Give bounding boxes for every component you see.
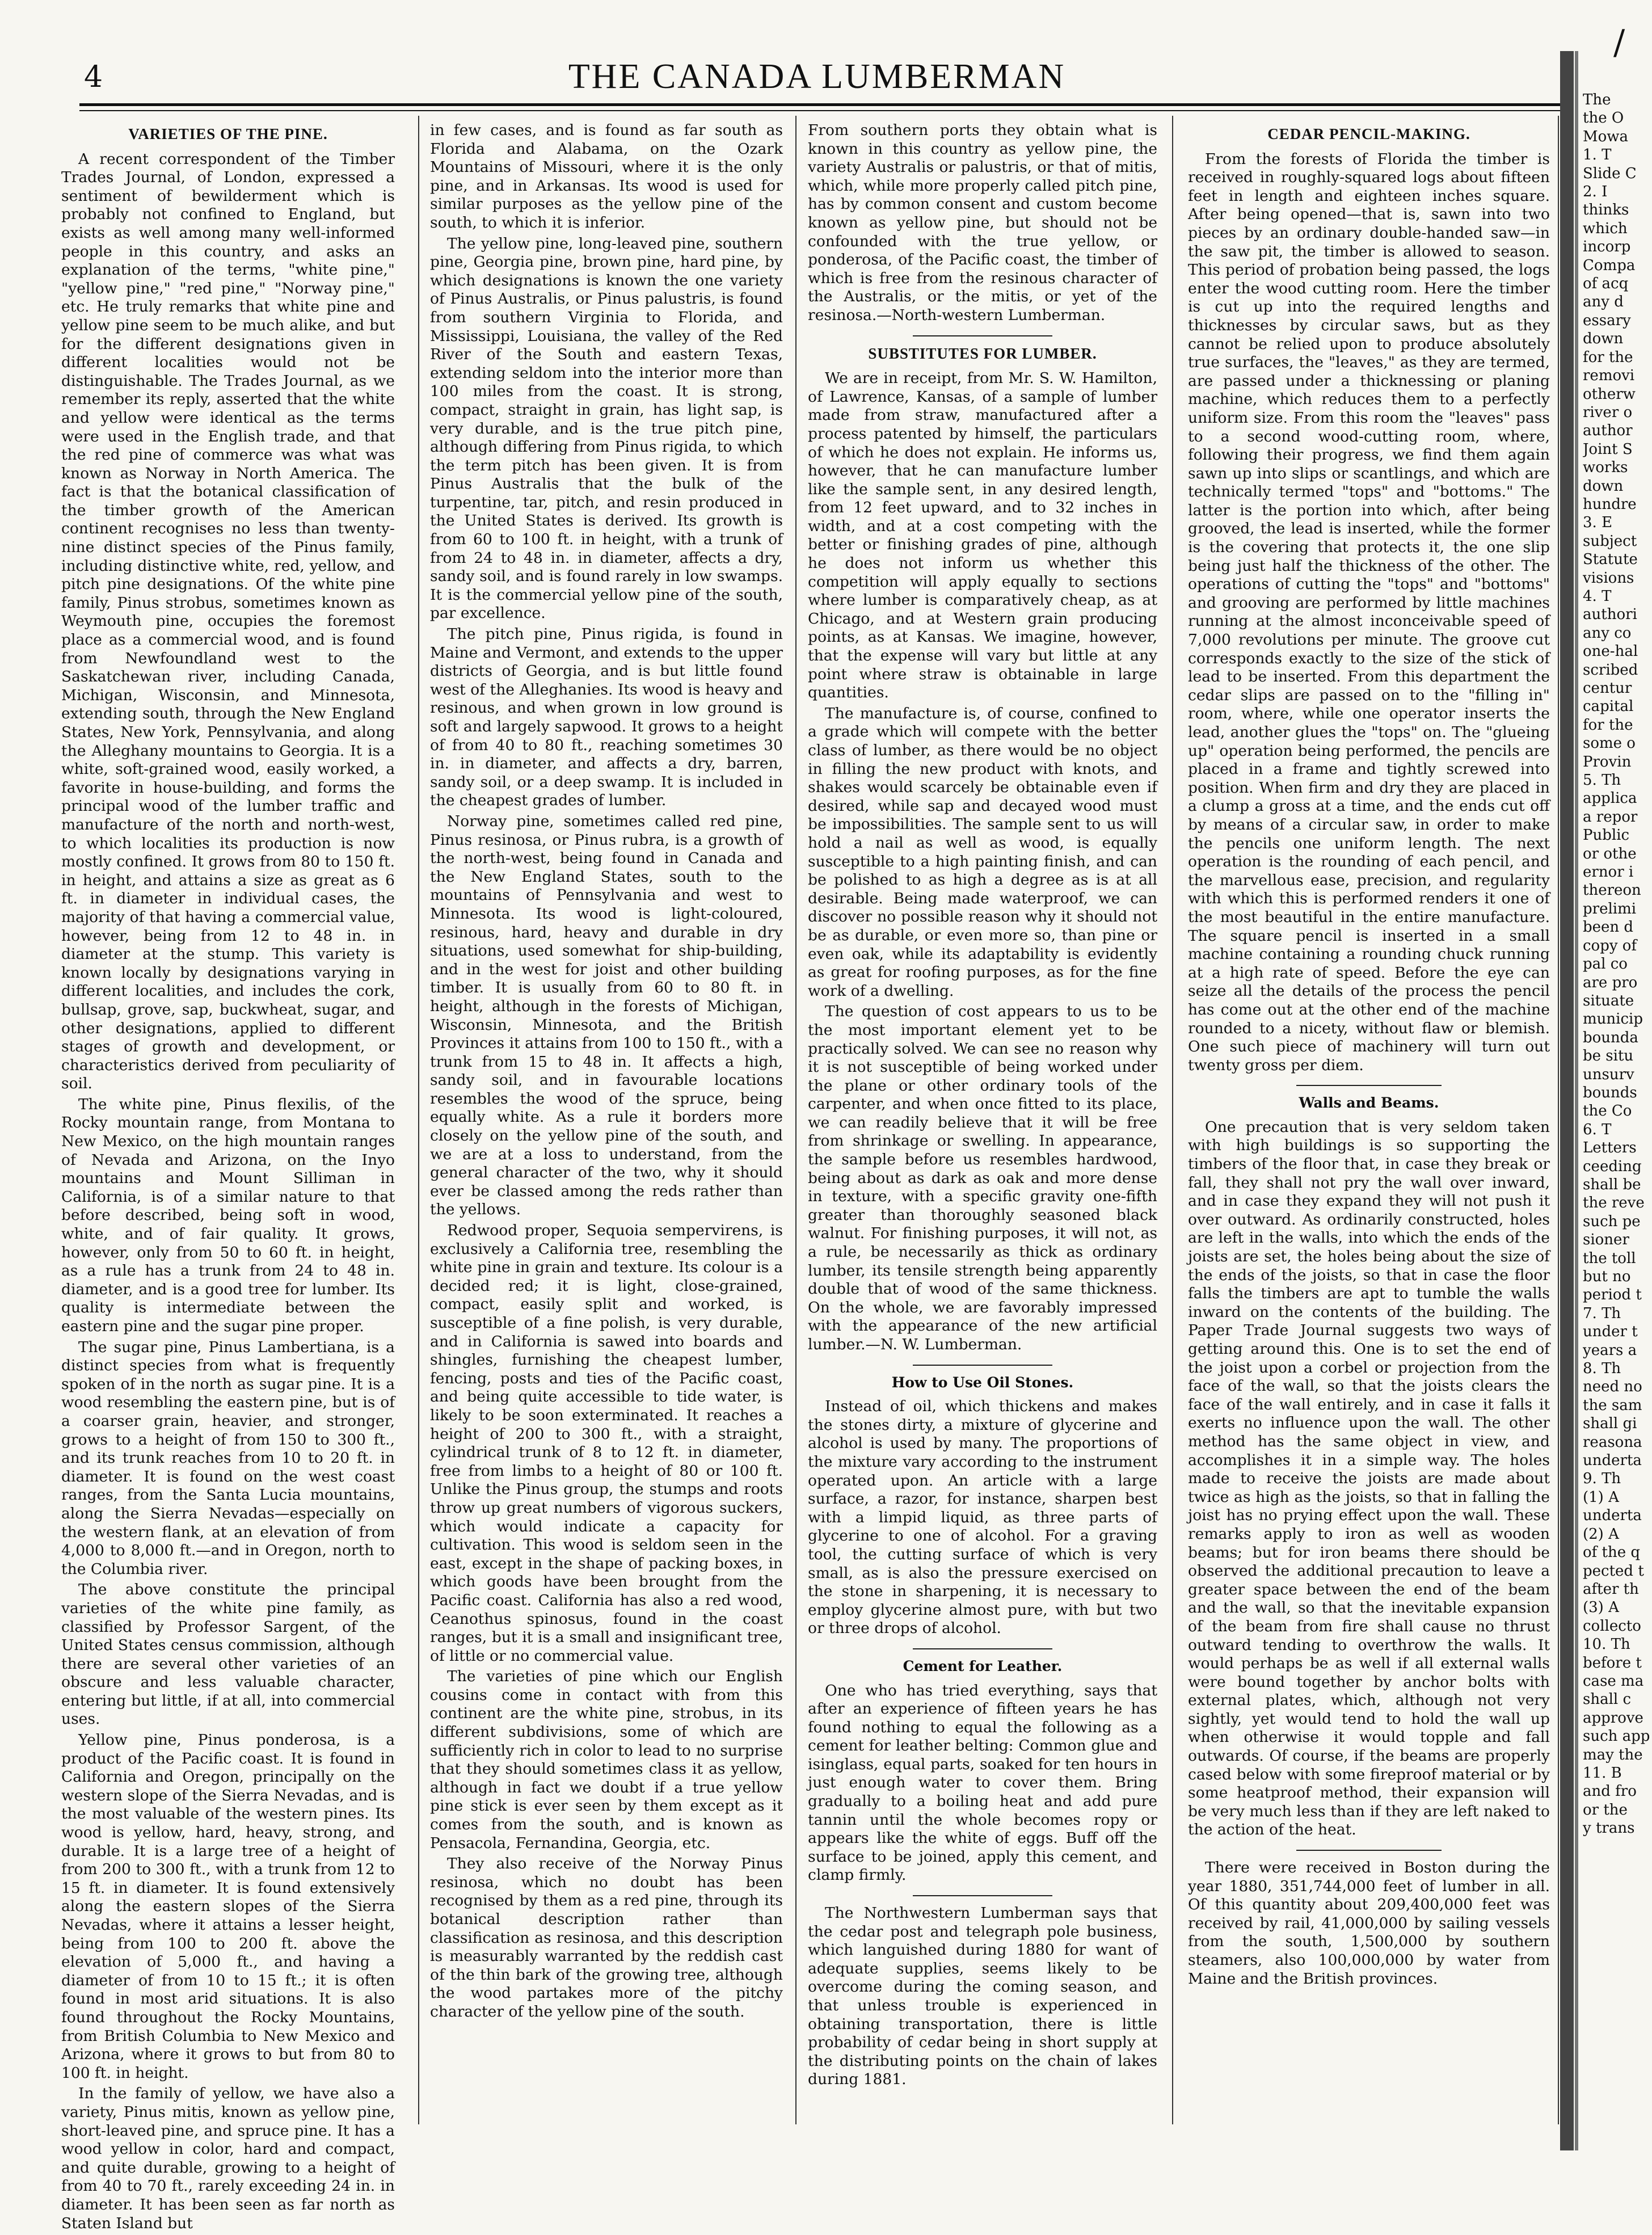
binding-shadow (1575, 51, 1578, 2150)
edge-fragment-line: shall c (1583, 1691, 1632, 1708)
edge-fragment-line: any co (1583, 624, 1632, 642)
edge-fragment-line: essary (1583, 312, 1631, 329)
edge-fragment-line: Letters (1583, 1139, 1637, 1157)
masthead-rule-thick (79, 103, 1566, 106)
edge-fragment-line: may the (1583, 1746, 1643, 1763)
edge-fragment-line: shall gi (1583, 1415, 1637, 1433)
edge-fragment-line: any d (1583, 293, 1624, 311)
adjacent-page-text-fragments (1583, 91, 1651, 1838)
article-paragraph: They also receive of the Norway Pinus resinosa, which no doubt has been recognised by them as a red pine, through its botanical description rather than classification as resinosa, and this description is measurably warranted by the reddish cast of the thin bark of the growing tree, although the wood partakes more of the pitchy character of the yellow pine of the south. (430, 1855, 783, 2021)
edge-fragment-line: Statute (1583, 551, 1638, 569)
binding-shadow (1560, 51, 1574, 2150)
edge-fragment-line: copy of (1583, 937, 1637, 954)
column-4 (1188, 121, 1550, 1990)
edge-fragment-line: scribed (1583, 661, 1638, 679)
masthead (79, 54, 1554, 106)
edge-fragment-line: under t (1583, 1323, 1638, 1341)
column-1 (61, 121, 395, 2235)
edge-fragment-line: author (1583, 422, 1633, 440)
edge-fragment-line: Provin (1583, 753, 1632, 771)
edge-fragment-line: for the (1583, 716, 1633, 734)
edge-fragment-line: ernor i (1583, 864, 1634, 881)
edge-fragment-line: are pro (1583, 974, 1638, 991)
article-paragraph: From the forests of Florida the timber is received in roughly-squared logs about fifteen feet in length and eighteen inches square. After being opened—that is, sawn into two pieces by an ordinary double-handed saw—in the saw pit, the timber is allowed to season. This period of probation being passed, the logs enter the wood cutting room. Here the timber is cut up into the required lengths and thicknesses by circular saws, but as they cannot be relied upon to produce absolutely true surfaces, the "leaves," as they are termed, are passed under a thicknessing or planing machine, which reduces them to a perfectly uniform size. From this room the "leaves" pass to a second wood-cutting room, where, following their progress, we find them again sawn up into slips or scantlings, and which are technically termed "tops" and "bottoms." The latter is the portion into which, after being grooved, the lead is inserted, while the former is the covering that protects it, the one slip being just half the thickness of the other. The operations of cutting the "tops" and "bottoms" and grooving are performed by little machines running at the almost inconceivable speed of 7,000 revolutions per minute. The groove cut corresponds exactly to the size of the stick of lead to be inserted. From this department the cedar slips are passed on to the "filling in" room, where, while one operator inserts the lead, another glues the "tops" on. The "glueing up" operation being performed, the pencils are placed in a frame and tightly screwed into position. When firm and dry they are placed in a clump a gross at a time, and the ends cut off by means of a circular saw, in order to make the pencils one uniform length. The next operation is the rounding of each pencil, and the marvellous ease, precision, and regularity with which this is performed renders it one of the most beautiful in the entire manufacture. The square pencil is inserted in a small machine containing a rounding chuck running at a high rate of speed. Before the eye can seize all the details of the process the pencil has come out at the other end of the machine rounded to a nicety, without flaw or blemish. One such piece of machinery will turn out twenty gross per diem. (1188, 150, 1550, 1074)
edge-fragment-line: such app (1583, 1728, 1650, 1745)
edge-fragment-line: removi (1583, 367, 1635, 385)
article-separator (913, 335, 1052, 336)
edge-fragment-line: centur (1583, 680, 1632, 697)
edge-fragment-line: been d (1583, 919, 1634, 936)
edge-fragment-line: prelimi (1583, 900, 1637, 917)
article-paragraph: Redwood proper, Sequoia sempervirens, is exclusively a California tree, resembling the white pine in grain and texture. Its colour is a decided red; it is light, close-grained, compact, easily split and worked, is susceptible of a fine polish, is very durable, and in California is sawed into boards and shingles, furnishing the cheapest lumber, fencing, posts and ties of the Pacific coast, and being quite accessible to tide water, is likely to be soon exterminated. It reaches a height of 200 to 300 ft., with a straight, cylindrical trunk of 8 to 12 ft. in diameter, free from limbs to a height of 80 or 100 ft. Unlike the Pinus group, the stumps and roots throw up great numbers of vigorous suckers, which would indicate a capacity for cultivation. This wood is seldom seen in the east, except in the shape of packing boxes, in which goods have been brought from the Pacific coast. California has also a red wood, Ceanothus spinosus, found in the coast ranges, but it is a small and insignificant tree, of little or no commercial value. (430, 1222, 783, 1665)
edge-fragment-line: 1. T (1583, 146, 1612, 164)
column-divider (1172, 116, 1173, 2124)
article-paragraph: The varieties of pine which our English cousins come in contact with from this continent are the white pine, strobus, in its different subdivisions, some of which are sufficiently rich in color to lead to no surprise that they should sometimes class it as yellow, although in fact we doubt if a true yellow pine stick is ever seen by them except as it comes from the south, and is known as Pensacola, Fernandina, Georgia, etc. (430, 1668, 783, 1852)
edge-fragment-line: bounds (1583, 1084, 1637, 1101)
edge-fragment-line: the O (1583, 110, 1624, 127)
article-heading-cement-for-leather: Cement for Leather. (903, 1657, 1063, 1674)
edge-fragment-line: or the (1583, 1801, 1628, 1819)
edge-fragment-line: a repor (1583, 808, 1638, 826)
edge-fragment-line: Mowa (1583, 128, 1629, 145)
edge-fragment-line: 3. E (1583, 514, 1613, 532)
column-divider (795, 116, 796, 2124)
edge-fragment-line: pal co (1583, 956, 1628, 973)
edge-fragment-line: 7. Th (1583, 1304, 1621, 1322)
edge-fragment-line: case ma (1583, 1672, 1644, 1690)
edge-fragment-line: such pe (1583, 1213, 1641, 1230)
edge-fragment-line: need no (1583, 1378, 1642, 1396)
article-paragraph: There were received in Boston during the year 1880, 351,744,000 feet of lumber in all. Of this quantity about 209,400,000 feet was received by rail, 41,000,000 by sailing vessels from the south, 1,500,000 by southern steamers, also 100,000,000 by water from Maine and the British provinces. (1188, 1859, 1550, 1988)
article-paragraph: The manufacture is, of course, confined to a grade which will compete with the better class of lumber, as there would be no object in filling the new product with knots, and shakes would scarcely be obtainable even if desired, while sap and decayed wood must be impossibilities. The sample sent to us will hold a nail as well as wood, is equally susceptible to a high painting finish, and can be polished to as high a degree as is at all desirable. Being made waterproof, we can discover no possible reason why it should not be as durable, or even more so, than pine or even oak, while its adaptability is evidently as great for roofing purposes, as for the fine work of a dwelling. (808, 704, 1157, 1000)
edge-fragment-line: 2. I (1583, 183, 1608, 201)
article-separator (913, 1365, 1052, 1366)
edge-fragment-line: (1) A (1583, 1488, 1619, 1506)
article-separator (1296, 1085, 1441, 1086)
edge-fragment-line: but no (1583, 1268, 1631, 1285)
article-heading-substitutes-for-lumber: SUBSTITUTES FOR LUMBER. (868, 344, 1097, 362)
article-paragraph: in few cases, and is found as far south as Florida and Alabama, on the Ozark Mountains of Missouri, where it is the only pine, and in Arkansas. Its wood is used for similar purposes as the yellow pine of the south, to which it is inferior. (430, 121, 783, 232)
edge-fragment-line: thinks (1583, 201, 1629, 219)
article-paragraph: One who has tried everything, says that after an experience of fifteen years he has found nothing to equal the following as a cement for leather belting: Common glue and isinglass, equal parts, soaked for ten hours in just enough water to cover them. Bring gradually to a boiling heat and add pure tannin until the whole becomes ropy or appears like the white of eggs. Buff off the surface to be joined, apply this cement, and clamp firmly. (808, 1681, 1157, 1884)
masthead-rule-thin (79, 110, 1566, 111)
article-separator (1296, 1850, 1441, 1851)
article-paragraph: One precaution that is very seldom taken with high buildings is so supporting the timbers of the floor that, in case they break or fall, they shall not pry the wall over inward, and in case they expand they will not push it over outward. As ordinarily constructed, holes are left in the walls, into which the ends of the joists are set, the holes being about the size of the ends of the joists, so that in case the floor falls the timbers are apt to tumble the walls inward on the contents of the building. The Paper Trade Journal suggests two ways of getting around this. One is to set the end of the joist upon a corbel or projection from the face of the wall, so that the joists clears the face of the wall entirely, and in case it falls it exerts no influence upon the wall. The other method has the same object in view, and accomplishes it in a simple way. The holes made to receive the joists are made about twice as high as the joists, so that in falling the joist has no prying effect upon the wall. These remarks apply to iron as well as wooden beams; but for iron beams there should be observed the additional precaution to leave a greater space between the end of the beam and the wall, so that the inevitable expansion of the beam from fire shall cause no thrust outward tending to overthrow the walls. It would perhaps be as well if all external walls were bound together by anchor bolts with external plates, which, although not very sightly, yet would tend to hold the wall up when otherwise it would topple and fall outwards. Of course, if the beams are properly cased below with some fireproof material or by some heatproof method, their expansion will be very much less than if they are left naked to the action of the heat. (1188, 1118, 1550, 1839)
article-paragraph: The Northwestern Lumberman says that the cedar post and telegraph pole business, which languished during 1880 for want of adequate supplies, seems likely to be overcome during the coming season, and that unless trouble is experienced in obtaining transportation, there is little probability of cedar being in short supply at the distributing points on the chain of lakes during 1881. (808, 1904, 1157, 2089)
adjacent-page-edge (1560, 0, 1652, 2195)
edge-fragment-line: some o (1583, 735, 1636, 752)
edge-fragment-line: applica (1583, 790, 1637, 807)
edge-fragment-line: 6. T (1583, 1121, 1612, 1138)
edge-fragment-line: after th (1583, 1580, 1639, 1598)
edge-fragment-line: municip (1583, 1011, 1643, 1028)
article-paragraph: The white pine, Pinus flexilis, of the Rocky mountain range, from Montana to New Mexico, on the high mountain ranges of Nevada and Arizona, on the Inyo mountains and Mount Silliman in California, is of a similar nature to that before described, being soft in wood, white, and of fair quality. It grows, however, only from 50 to 60 ft. in height, as a rule has a trunk from 24 to 48 in. diameter, and is a good tree for lumber. Its quality is intermediate between the eastern pine and the sugar pine proper. (61, 1095, 395, 1335)
edge-fragment-line: Joint S (1583, 440, 1633, 458)
edge-fragment-line: down (1583, 477, 1624, 495)
edge-fragment-line: approve (1583, 1709, 1643, 1727)
edge-fragment-line: Compa (1583, 256, 1636, 274)
edge-fragment-line: ceeding (1583, 1158, 1642, 1175)
article-paragraph: We are in receipt, from Mr. S. W. Hamilton, of Lawrence, Kansas, of a sample of lumber made from straw, manufactured after a process patented by himself, the particulars of which he does not explain. He informs us, however, that he can manufacture lumber like the sample sent, in any desired length, from 12 feet upward, and to 32 inches in width, and at a cost competing with the better or finishing grades of pine, although he does not inform us whether this competition will apply equally to sections where lumber is comparatively cheap, as at Chicago, and at Western grain producing points, as at Kansas. We imagine, however, that the expense will vary but little at any point where straw is obtainable in large quantities. (808, 369, 1157, 702)
corner-mark: ∕ (1613, 23, 1625, 62)
column-3 (808, 121, 1157, 2091)
article-separator (913, 1895, 1052, 1896)
edge-fragment-line: the reve (1583, 1194, 1645, 1212)
article-paragraph: Norway pine, sometimes called red pine, Pinus resinosa, or Pinus rubra, is a growth of the north-west, being found in Canada and the New England States, south to the mountains of Pennsylvania and west to Minnesota. Its wood is light-coloured, resinous, hard, heavy and durable in dry situations, used somewhat for ship-building, and in the west for joist and other building timber. It is usually from 60 to 80 ft. in height, although in the forests of Michigan, Wisconsin, Minnesota, and the British Provinces it attains from 100 to 150 ft., with a trunk from 15 to 48 in. It affects a high, sandy soil, and in favourable locations resembles the wood of the spruce, being equally white. As a rule it borders more closely on the yellow pine of the south, and we are at a loss to understand, from the general character of the two, why it should ever be classed among the reds rather than the yellows. (430, 812, 783, 1219)
column-divider (418, 116, 419, 2124)
edge-fragment-line: period t (1583, 1286, 1642, 1304)
edge-fragment-line: reasona (1583, 1433, 1642, 1451)
edge-fragment-line: Slide C (1583, 165, 1637, 182)
page-number: 4 (84, 60, 103, 94)
edge-fragment-line: years a (1583, 1341, 1637, 1359)
edge-fragment-line: Public (1583, 827, 1630, 844)
article-paragraph: In the family of yellow, we have also a variety, Pinus mitis, known as yellow pine, short-leaved pine, and spruce pine. It has a wood yellow in color, hard and compact, and quite durable, growing to a height of from 40 to 70 ft., rarely exceeding 24 in. in diameter. It has been seen as far north as Staten Island but (61, 2085, 395, 2232)
edge-fragment-line: The (1583, 91, 1611, 108)
edge-fragment-line: works (1583, 459, 1628, 477)
edge-fragment-line: unsurv (1583, 1066, 1634, 1083)
edge-fragment-line: before t (1583, 1654, 1642, 1672)
article-heading-walls-and-beams: Walls and Beams. (1299, 1095, 1439, 1112)
edge-fragment-line: incorp (1583, 238, 1631, 256)
edge-fragment-line: (2) A (1583, 1525, 1619, 1543)
edge-fragment-line: 8. Th (1583, 1360, 1621, 1378)
edge-fragment-line: the toll (1583, 1249, 1636, 1267)
edge-fragment-line: 4. T (1583, 587, 1612, 605)
edge-fragment-line: 10. Th (1583, 1636, 1630, 1653)
edge-fragment-line: 11. B (1583, 1764, 1622, 1782)
edge-fragment-line: y trans (1583, 1820, 1635, 1837)
article-paragraph: Instead of oil, which thickens and makes the stones dirty, a mixture of glycerine and alcohol is used by many. The proportions of the mixture vary according to the instrument operated upon. An article with a large surface, a razor, for instance, sharpen best with a limpid liquid, as three parts of glycerine to one of alcohol. For a graving tool, the cutting surface of which is very small, as is also the pressure exercised on the stone in sharpening, it is necessary to employ glycerine almost pure, with but two or three drops of alcohol. (808, 1398, 1157, 1638)
article-separator (913, 1648, 1052, 1649)
edge-fragment-line: sioner (1583, 1231, 1629, 1249)
article-paragraph: The sugar pine, Pinus Lambertiana, is a distinct species from what is frequently spoken of in the north as sugar pine. It is a wood resembling the eastern pine, but is of a coarser grain, heavier, and stronger, grows to a height of from 150 to 300 ft., and its trunk reaches from 10 to 20 ft. in diameter. It is found on the west coast ranges, from the Santa Lucia mountains, along the Sierra Nevadas—especially on the western flank, at an elevation of from 4,000 to 8,000 ft.—and in Oregon, north to the Columbia river. (61, 1338, 395, 1578)
edge-fragment-line: 9. Th (1583, 1470, 1621, 1488)
edge-fragment-line: thereon (1583, 882, 1641, 899)
edge-fragment-line: hundre (1583, 495, 1637, 513)
edge-fragment-line: (3) A (1583, 1599, 1619, 1617)
article-heading-cedar-pencil-making: CEDAR PENCIL-MAKING. (1267, 125, 1470, 142)
edge-fragment-line: and fro (1583, 1783, 1637, 1800)
edge-fragment-line: pected t (1583, 1562, 1644, 1580)
edge-fragment-line: 5. Th (1583, 772, 1621, 789)
article-paragraph: The yellow pine, long-leaved pine, southern pine, Georgia pine, brown pine, hard pine, by which designations is known the one variety of Pinus Australis, or Pinus palustris, is found from southern Virginia to Florida, and Mississippi, Louisiana, the valley of the Red River of the South and eastern Texas, extending seldom into the interior more than 100 miles from the coast. It is strong, compact, straight in grain, has light sap, is very durable, and is the true pitch pine, although differing from Pinus rigida, to which the term pitch has been given. It is from Pinus Australis that the bulk of the turpentine, tar, pitch, and resin produced in the United States is derived. Its growth is from 60 to 100 ft. in height, with a trunk of from 24 to 48 in. in diameter, affects a dry, sandy soil, and is found rarely in low swamps. It is the commercial yellow pine of the south, par excellence. (430, 234, 783, 622)
edge-fragment-line: bounda (1583, 1029, 1638, 1046)
edge-fragment-line: capital (1583, 698, 1634, 715)
edge-fragment-line: collecto (1583, 1617, 1641, 1635)
article-paragraph: The question of cost appears to us to be the most important element yet to be practically solved. We can see no reason why it is not susceptible of being worked under the plane or other ordinary tools of the carpenter, and when once fitted to its place, we can readily believe that it will be free from shrinkage or swelling. In appearance, the sample before us resembles hardwood, being about as dark as oak and more dense in texture, with a specific gravity one-fifth greater than thoroughly seasoned black walnut. For finishing purposes, it will not, as a rule, be necessarily as thick as ordinary lumber, its tensile strength being apparently double that of wood of the same thickness. On the whole, we are favorably impressed with the appearance of the new artificial lumber.—N. W. Lumberman. (808, 1003, 1157, 1353)
article-heading-oil-stones: How to Use Oil Stones. (891, 1374, 1074, 1391)
edge-fragment-line: for the (1583, 348, 1633, 366)
edge-fragment-line: the sam (1583, 1396, 1642, 1414)
edge-fragment-line: down (1583, 330, 1624, 348)
edge-fragment-line: otherw (1583, 385, 1636, 403)
edge-fragment-line: underta (1583, 1507, 1642, 1525)
edge-fragment-line: one-hal (1583, 643, 1638, 660)
edge-fragment-line: or othe (1583, 845, 1637, 862)
newspaper-title: THE CANADA LUMBERMAN (568, 57, 1066, 96)
edge-fragment-line: of acq (1583, 275, 1629, 293)
edge-fragment-line: river o (1583, 403, 1633, 421)
edge-fragment-line: subject (1583, 532, 1637, 550)
column-divider (1558, 116, 1559, 2124)
article-paragraph: The above constitute the principal varieties of the white pine family, as classified by Professor Sargent, of the United States census commission, although there are several other varieties of an obscure and less valuable character, entering but little, if at all, into commercial uses. (61, 1581, 395, 1728)
edge-fragment-line: of the q (1583, 1544, 1641, 1561)
edge-fragment-line: situate (1583, 992, 1634, 1009)
article-paragraph: Yellow pine, Pinus ponderosa, is a product of the Pacific coast. It is found in California and Oregon, principally on the western slope of the Sierra Nevadas, and is the most valuable of the western pines. Its wood is yellow, hard, heavy, strong, and durable. It is a large tree of a height of from 200 to 300 ft., with a trunk from 12 to 15 ft. in diameter. It is found extensively along the eastern slopes of the Sierra Nevadas, where it attains a lesser height, being from 100 to 200 ft. above the elevation of 5,000 ft., and having a diameter of from 10 to 15 ft.; it is often found in most arid situations. It is also found throughout the Rocky Mountains, from British Columbia to New Mexico and Arizona, where it grows to but from 80 to 100 ft. in height. (61, 1731, 395, 2082)
edge-fragment-line: which (1583, 220, 1628, 237)
article-paragraph: The pitch pine, Pinus rigida, is found in Maine and Vermont, and extends to the upper districts of Georgia, and is but little found west of the Alleghanies. Its wood is heavy and resinous, and when grown in low ground is soft and largely sapwood. It grows to a height of from 40 to 80 ft., reaching sometimes 30 in. in diameter, and affects a dry, barren, sandy soil, or a deep swamp. It is included in the cheapest grades of lumber. (430, 625, 783, 810)
edge-fragment-line: underta (1583, 1452, 1642, 1470)
edge-fragment-line: visions (1583, 569, 1634, 587)
edge-fragment-line: authori (1583, 606, 1637, 624)
article-paragraph: A recent correspondent of the Timber Trades Journal, of London, expressed a sentiment of bewilderment which is probably not confined to England, but exists as well among many well-informed people in this country, and asks an explanation of the terms, "white pine," "yellow pine," "red pine," "Norway pine," etc. He truly remarks that white pine and yellow pine seem to be much alike, and but for the different designations given in different localities would not be distinguishable. The Trades Journal, as we remember its reply, asserted that the white and yellow were identical as the terms were used in the English trade, and that the red pine of commerce was what was known as Norway in North America. The fact is that the botanical classification of the timber growth of the American continent recognises no less than twenty-nine distinct species of the Pinus family, including distinctive white, red, yellow, and pitch pine designations. Of the white pine family, Pinus strobus, sometimes known as Weymouth pine, occupies the foremost place as a commercial wood, and is found from Newfoundland west to the Saskatchewan river, including Canada, Michigan, Wisconsin, and Minnesota, extending south, through the New England States, New York, Pennsylvania, and along the Alleghany mountains to Georgia. It is a white, soft-grained wood, easily worked, a favorite in house-building, and forms the principal wood of the lumber traffic and manufacture of the north and north-west, to which localities its production is now mostly confined. It grows from 80 to 150 ft. in height, and attains a size as great as 6 ft. in diameter in individual cases, the majority of that having a commercial value, however, being from 12 to 48 in. in diameter at the stump. This variety is known locally by designations varying in different localities, and includes the cork, bullsap, grove, sap, buckwheat, sugar, and other designations, applied to different stages of growth and development, or characteristics derived from peculiarity of soil. (61, 150, 395, 1093)
edge-fragment-line: the Co (1583, 1102, 1632, 1120)
edge-fragment-line: shall be (1583, 1176, 1641, 1193)
column-2 (430, 121, 783, 2024)
article-paragraph: From southern ports they obtain what is known in this country as yellow pine, the variety Australis or palustris, or that of mitis, which, while more properly called pitch pine, has by common consent and custom become known as yellow pine, but should not be confounded with the true yellow, or ponderosa, of the Pacific coast, the timber of which is free from the resinous character of the Australis, or the mitis, or yet of the resinosa.—North-western Lumberman. (808, 121, 1157, 324)
article-heading-varieties-of-pine: VARIETIES OF THE PINE. (128, 125, 328, 142)
edge-fragment-line: be situ (1583, 1047, 1634, 1065)
